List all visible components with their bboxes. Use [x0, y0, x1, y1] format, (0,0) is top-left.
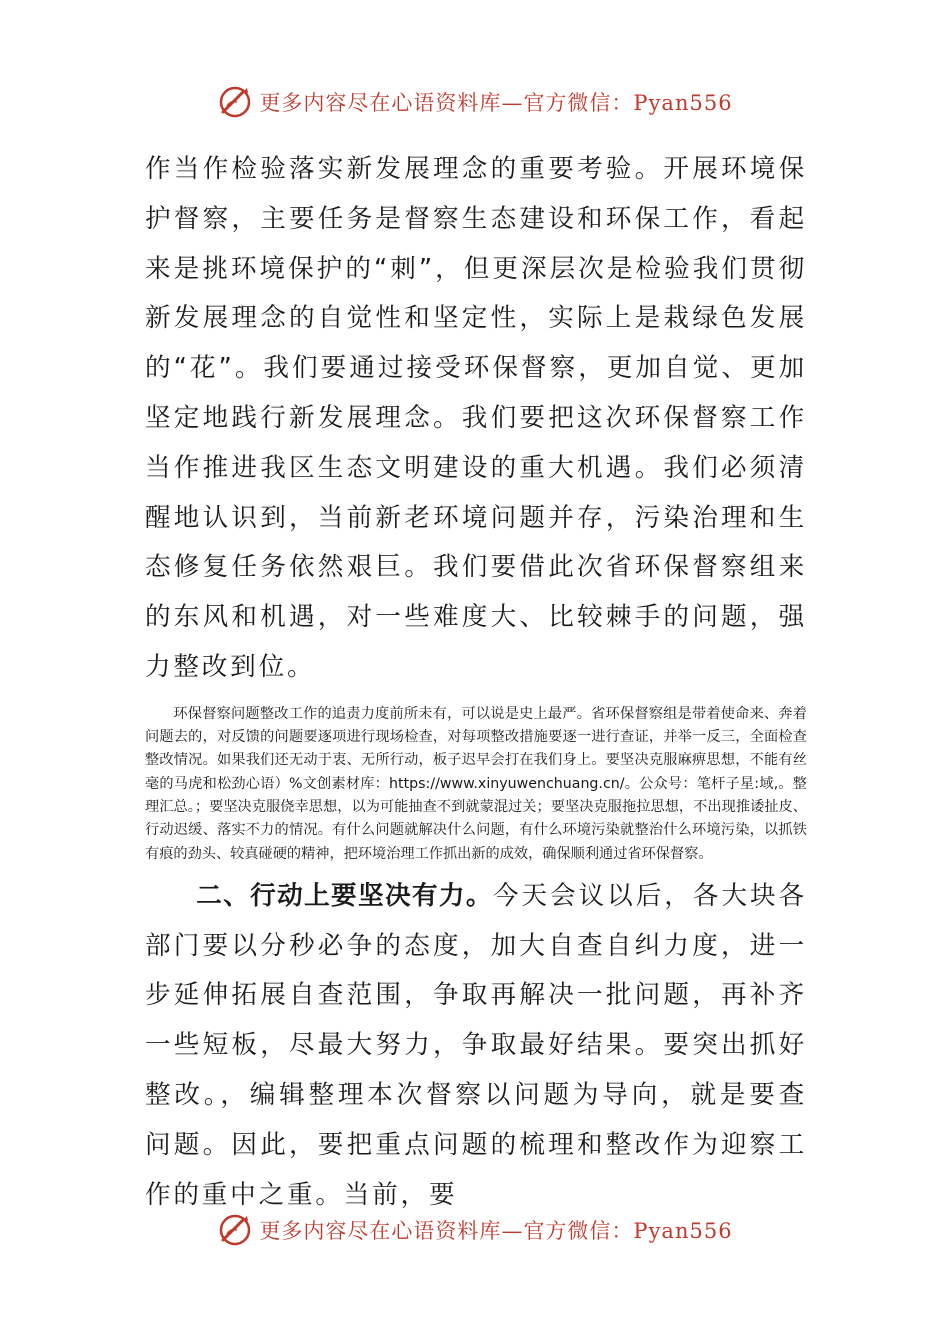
- brand-name: 更多内容尽在心语资料库: [259, 91, 502, 115]
- paragraph-1: 作当作检验落实新发展理念的重要考验。开展环境保护督察，主要任务是督察生态建设和环保工作，看起来是挑环境保护的“刺”，但更深层次是检验我们贯彻新发展理念的自觉性和坚定性，实际上是栽绿色发展的“花”。我们要通过接受环保督察，更加自觉、更加坚定地践行新发展理念。我们要把这次环保督察工作当作推进我区生态文明建设的重大机遇。我们必须清醒地认识到，当前新老环境问题并存，污染治理和生态修复任务依然艰巨。我们要借此次省环保督察组来的东风和机遇，对一些难度大、比较棘手的问题，强力整改到位。: [145, 154, 807, 682]
- brand-dash: —: [501, 91, 524, 115]
- footer-brand-name: 更多内容尽在心语资料库: [259, 1219, 502, 1243]
- section-heading: 二、行动上要坚决有力。: [196, 880, 493, 911]
- document-body: [145, 145, 807, 1220]
- wechat-id: 官方微信：Pyan556: [523, 91, 733, 115]
- paragraph-3: [145, 872, 807, 1221]
- footer-brand-dash: —: [501, 1219, 524, 1243]
- paragraph-2: 环保督察问题整改工作的追责力度前所未有，可以说是史上最严。省环保督察组是带着使命来、奔着问题去的，对反馈的问题要逐项进行现场检查，对每项整改措施要逐一进行查证，并举一反三，全面检查整改情况。如果我们还无动于衷、无所行动，板子迟早会打在我们身上。要坚决克服麻痹思想，不能有丝毫的马虎和松劲心语）%文创素材库：https://www.xinyuwenchuang.cn/。公众号：笔杆子星:域,。整理汇总。；要坚决克服侥幸思想，以为可能抽查不到就蒙混过关；要坚决克服拖拉思想，不出现推诿扯皮、行动迟缓、落实不力的情况。有什么问题就解决什么问题，有什么环境污染就整治什么环境污染，以抓铁有痕的劲头、较真碰硬的精神，把环境治理工作抓出新的成效，确保顺利通过省环保督察。: [145, 705, 807, 862]
- paragraph-3-text: 今天会议以后，各大块各部门要以分秒必争的态度，加大自查自纠力度，进一步延伸拓展自查范围，争取再解决一批问题，再补齐一些短板，尽最大努力，争取最好结果。要突出抓好整改。，编辑整理本次督察以问题为导向，就是要查问题。因此，要把重点问题的梳理和整改作为迎察工作的重中之重。当前，要: [145, 880, 807, 1210]
- header-banner: [0, 82, 950, 122]
- footer-wechat-id: 官方微信：Pyan556: [523, 1219, 733, 1243]
- brand-text: [259, 87, 732, 117]
- footer-brand-text: [259, 1215, 732, 1245]
- footer-banner: [0, 1210, 950, 1250]
- pen-circle-logo-icon: [217, 1212, 253, 1248]
- pen-circle-logo-icon: [217, 84, 253, 120]
